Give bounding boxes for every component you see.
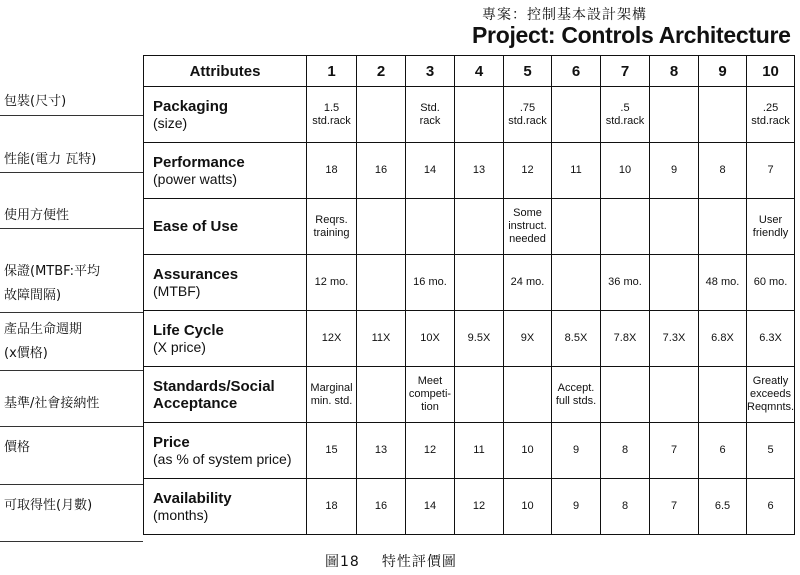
attribute-cell [144,143,307,199]
attributes-table [143,55,795,535]
table-cell: Greatly exceeds Reqmnts. [747,367,795,423]
table-row [144,311,795,367]
table-cell: 7 [650,423,699,479]
table-cell: 8 [699,143,747,199]
table-cell: 8.5X [552,311,601,367]
cn-label-packaging: 包裝(尺寸) [4,94,67,109]
table-cell [552,255,601,311]
table-cell: Meet competi- tion [406,367,455,423]
table-cell: 24 mo. [504,255,552,311]
table-cell [455,255,504,311]
table-cell [357,199,406,255]
attribute-name: Price [153,433,190,451]
column-header: 1 [307,56,357,87]
table-cell: 6.8X [699,311,747,367]
figure-number: 圖18 [325,554,360,570]
table-cell: 13 [357,423,406,479]
table-cell: 60 mo. [747,255,795,311]
attribute-cell [144,311,307,367]
table-cell [357,367,406,423]
column-header: 5 [504,56,552,87]
attribute-unit: (MTBF) [153,282,201,299]
table-cell [650,367,699,423]
chinese-row-labels [0,0,150,545]
table-cell [357,87,406,143]
table-cell [552,87,601,143]
table-cell: 11X [357,311,406,367]
attribute-cell [144,423,307,479]
table-cell: 7.3X [650,311,699,367]
cn-label-availability: 可取得性(月數) [4,498,93,513]
figure-caption [325,551,479,571]
cn-label-assurances: 保證(MTBF:平均 故障間隔) [4,264,100,303]
table-cell: 9X [504,311,552,367]
table-cell [699,87,747,143]
table-cell [601,199,650,255]
table-cell: 8 [601,423,650,479]
table-row [144,143,795,199]
table-cell: 9 [650,143,699,199]
table-cell: .5 std.rack [601,87,650,143]
cn-label-standards: 基準/社會接納性 [4,396,100,411]
table-cell: User friendly [747,199,795,255]
table-cell: Accept. full stds. [552,367,601,423]
table-cell: 16 [357,479,406,535]
table-cell: 10 [601,143,650,199]
table-row [144,479,795,535]
table-cell: 7.8X [601,311,650,367]
table-cell: 11 [552,143,601,199]
table-cell: 12 [406,423,455,479]
table-cell: 9.5X [455,311,504,367]
table-row [144,367,795,423]
table-cell: 12 [455,479,504,535]
table-cell: 12 [504,143,552,199]
attribute-name: Life Cycle [153,321,224,339]
column-header: 8 [650,56,699,87]
table-cell: 10 [504,423,552,479]
table-cell: 6.5 [699,479,747,535]
table-cell: 14 [406,143,455,199]
table-cell: 7 [747,143,795,199]
table-cell: 16 mo. [406,255,455,311]
table-cell: 18 [307,479,357,535]
table-cell [455,87,504,143]
table-cell: 48 mo. [699,255,747,311]
table-cell: .75 std.rack [504,87,552,143]
table-cell: 10X [406,311,455,367]
table-row [144,423,795,479]
attribute-unit: (months) [153,506,209,523]
table-cell: 15 [307,423,357,479]
attribute-cell [144,367,307,423]
table-cell: 1.5 std.rack [307,87,357,143]
attribute-cell [144,255,307,311]
table-cell [357,255,406,311]
cn-label-performance: 性能(電力 瓦特) [4,152,97,167]
table-cell [552,199,601,255]
table-cell: Std. rack [406,87,455,143]
table-cell [699,199,747,255]
table-cell: 14 [406,479,455,535]
table-header-row [144,56,795,87]
table-cell [455,367,504,423]
column-header: 9 [699,56,747,87]
table-cell: 12X [307,311,357,367]
column-header: 2 [357,56,406,87]
table-cell: 9 [552,423,601,479]
table-cell: 12 mo. [307,255,357,311]
column-header: 7 [601,56,650,87]
table-cell: 16 [357,143,406,199]
column-header: 3 [406,56,455,87]
table-cell: 7 [650,479,699,535]
table-cell: 5 [747,423,795,479]
table-cell: 9 [552,479,601,535]
cn-label-ease-of-use: 使用方便性 [4,208,70,223]
table-cell [406,199,455,255]
table-cell [455,199,504,255]
cn-label-price: 價格 [4,440,31,455]
table-cell: 8 [601,479,650,535]
table-cell: Marginal min. std. [307,367,357,423]
table-body [144,87,795,535]
table-cell [504,367,552,423]
table-cell [601,367,650,423]
table-cell [650,87,699,143]
attribute-name: Assurances [153,265,239,283]
table-row [144,87,795,143]
table-cell: 11 [455,423,504,479]
attribute-unit: (size) [153,114,188,131]
attribute-name: Standards/Social Acceptance [153,377,275,412]
table-cell: 18 [307,143,357,199]
column-header: 4 [455,56,504,87]
attribute-name: Ease of Use [153,218,239,235]
attribute-name: Availability [153,489,232,507]
table-cell: 6 [699,423,747,479]
table-cell: 13 [455,143,504,199]
attribute-cell [144,199,307,255]
table-row [144,199,795,255]
table-row [144,255,795,311]
attribute-cell [144,479,307,535]
attribute-unit: (as % of system price) [153,450,292,467]
table-cell: .25 std.rack [747,87,795,143]
cn-label-life-cycle: 產品生命週期 (x價格) [4,322,83,361]
attribute-unit: (X price) [153,338,206,355]
attribute-unit: (power watts) [153,170,238,187]
table-cell [699,367,747,423]
table-cell: 6.3X [747,311,795,367]
attribute-cell [144,87,307,143]
table-cell: Some instruct. needed [504,199,552,255]
figure-title: 特性評價圖 [381,554,457,570]
attribute-name: Packaging [153,97,229,115]
attributes-header: Attributes [144,56,307,87]
table-cell: 10 [504,479,552,535]
table-cell: 6 [747,479,795,535]
table-cell [650,255,699,311]
title-chinese: 專案：控制基本設計架構 [482,7,647,23]
column-header: 10 [747,56,795,87]
column-header: 6 [552,56,601,87]
table-cell: 36 mo. [601,255,650,311]
table-cell [650,199,699,255]
table-cell: Reqrs. training [307,199,357,255]
title-english: Project: Controls Architecture [472,22,791,48]
attribute-name: Performance [153,153,245,171]
